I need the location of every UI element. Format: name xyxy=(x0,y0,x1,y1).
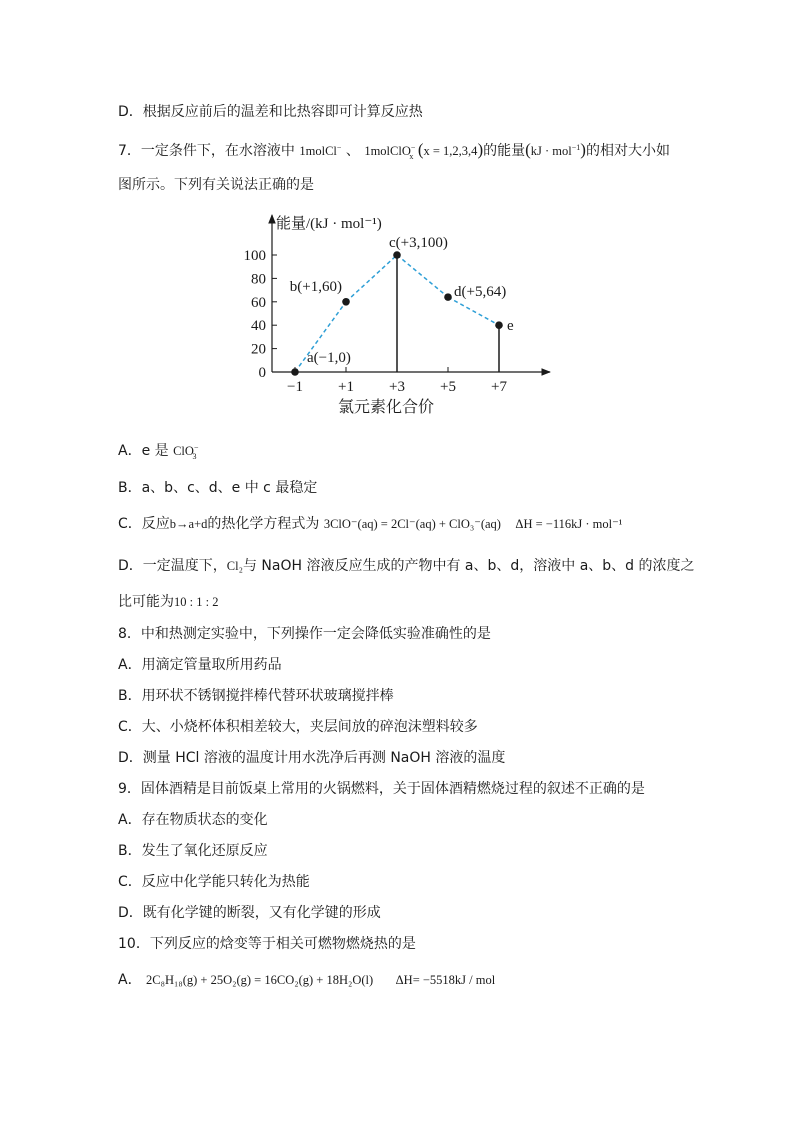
q9-option-c: C．反应中化学能只转化为热能 xyxy=(118,874,310,890)
x-tick-label: +5 xyxy=(440,379,456,395)
energy-chart xyxy=(236,207,566,419)
q7-option-c-equation: 3ClO⁻(aq) = 2Cl⁻(aq) + ClO₃⁻(aq) xyxy=(323,517,501,531)
x-tick-label: +3 xyxy=(389,379,405,395)
q8-option-d: D．测量 HCl 溶液的温度计用水洗净后再测 NaOH 溶液的温度 xyxy=(118,750,506,766)
y-tick-label: 60 xyxy=(251,294,266,311)
q7-stem-line2: 图所示。下列有关说法正确的是 xyxy=(118,177,314,193)
point-label-d: d(+5,64) xyxy=(454,284,507,301)
data-point-e xyxy=(495,321,503,329)
q10-option-a-enthalpy: ΔH= −5518kJ / mol xyxy=(395,973,496,987)
q7-number: 7． xyxy=(118,143,141,159)
q7-text3: 的相对大小如 xyxy=(585,143,670,159)
point-label-a: a(−1,0) xyxy=(307,350,351,366)
q7-x-condition: (x = 1,2,3,4) xyxy=(417,140,484,159)
y-tick-label: 0 xyxy=(258,365,266,381)
x-tick-label: +7 xyxy=(491,379,507,395)
q9-option-a: A．存在物质状态的变化 xyxy=(118,812,268,828)
q6-option-d: D．根据反应前后的温差和比热容即可计算反应热 xyxy=(118,104,423,120)
q8-option-b: B．用环状不锈钢搅拌棒代替环状玻璃搅拌棒 xyxy=(118,688,394,704)
series-segment xyxy=(397,255,448,297)
q7-option-d-line1: D．一定温度下，Cl₂与 NaOH 溶液反应生成的产物中有 a、b、d，溶液中 a、b、d 的浓度之 xyxy=(118,558,695,574)
chart-y-axis-label: 能量/(kJ · mol⁻¹) xyxy=(276,216,382,232)
point-label-b: b(+1,60) xyxy=(289,278,342,295)
y-tick-label: 40 xyxy=(251,318,266,335)
chart-x-axis-label: 氯元素化合价 xyxy=(337,399,435,416)
q8-stem: 8．中和热测定实验中，下列操作一定会降低实验准确性的是 xyxy=(118,626,491,642)
data-point-d xyxy=(444,293,452,301)
q7-option-c: C．反应b→a+d的热化学方程式为 3ClO⁻(aq) = 2Cl⁻(aq) + ClO₃⁻(aq) ΔH = −116kJ · mol⁻¹ xyxy=(118,516,623,532)
y-tick-label: 100 xyxy=(243,248,266,264)
q7-separator: 、 xyxy=(345,143,360,159)
series-segment xyxy=(346,255,397,302)
q7-stem-line1 xyxy=(118,140,670,161)
q10-option-a-equation: 2C₈H₁₈(g) + 25O₂(g) = 16CO₂(g) + 18H₂O(l) xyxy=(146,973,374,987)
q7-option-a: A．e 是 ClO−$_3$ xyxy=(118,442,199,461)
q7-option-d-cl2: Cl₂ xyxy=(226,559,243,573)
y-tick-label: 20 xyxy=(251,341,266,358)
q9-option-d: D．既有化学键的断裂，又有化学键的形成 xyxy=(118,905,381,921)
q8-option-a: A．用滴定管量取所用药品 xyxy=(118,657,282,673)
data-point-c xyxy=(393,251,401,259)
data-point-b xyxy=(342,298,350,306)
q7-option-d-line2: 比可能为10 : 1 : 2 xyxy=(118,594,219,610)
point-label-c: c(+3,100) xyxy=(389,235,448,251)
q7-option-d-ratio: 10 : 1 : 2 xyxy=(174,595,219,609)
q9-option-b: B．发生了氧化还原反应 xyxy=(118,843,268,859)
point-label-e: e xyxy=(507,318,514,335)
q7-option-b: B．a、b、c、d、e 中 c 最稳定 xyxy=(118,480,318,496)
q7-option-c-enthalpy: ΔH = −116kJ · mol⁻¹ xyxy=(515,517,623,531)
q8-option-c: C．大、小烧杯体积相差较大，夹层间放的碎泡沫塑料较多 xyxy=(118,719,478,735)
x-tick-label: −1 xyxy=(287,379,303,395)
q9-stem: 9．固体酒精是目前饭桌上常用的火锅燃料，关于固体酒精燃烧过程的叙述不正确的是 xyxy=(118,781,645,797)
q7-text2: 的能量 xyxy=(483,143,526,159)
q7-option-a-formula: ClO−$_3$ xyxy=(173,442,199,461)
q7-chloride-formula: 1molCl− xyxy=(299,142,342,158)
q10-stem: 10．下列反应的焓变等于相关可燃物燃烧热的是 xyxy=(118,936,416,952)
series-segment xyxy=(448,297,499,325)
data-point-a xyxy=(291,368,299,376)
q7-unit: (kJ · mol$^{-1}$) xyxy=(525,140,586,159)
q7-option-c-reaction: b→a+d xyxy=(169,517,208,531)
q7-chlorate-formula: 1molClO−$_x$ xyxy=(364,142,416,161)
x-tick-label: +1 xyxy=(338,379,354,395)
y-tick-label: 80 xyxy=(251,271,266,288)
q10-option-a: A． 2C₈H₁₈(g) + 25O₂(g) = 16CO₂(g) + 18H₂O(l) ΔH= −5518kJ / mol xyxy=(118,972,496,988)
q7-text1: 一定条件下，在水溶液中 xyxy=(140,143,295,159)
